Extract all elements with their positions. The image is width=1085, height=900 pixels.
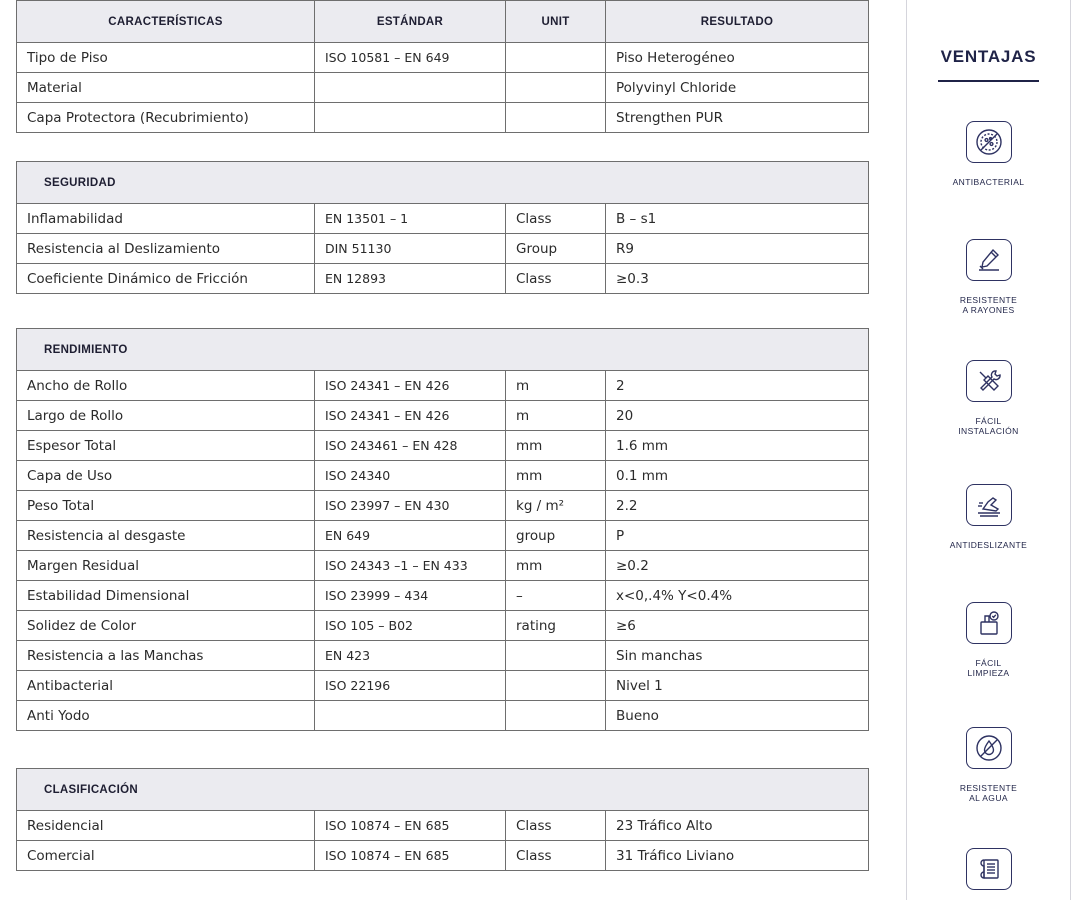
feature-antibacterial — [907, 121, 1070, 187]
cell-caracteristica: Resistencia a las Manchas — [17, 641, 315, 671]
roll-icon — [966, 848, 1012, 890]
cell-caracteristica: Capa Protectora (Recubrimiento) — [17, 103, 315, 133]
feature-roll — [907, 848, 1070, 890]
table-row — [17, 431, 869, 461]
cell-unit: Group — [506, 234, 606, 264]
cell-estandar — [315, 701, 506, 731]
anti-slip-icon — [966, 484, 1012, 526]
feature-label: FÁCIL INSTALACIÓN — [958, 416, 1019, 436]
section-header-row — [17, 769, 869, 811]
cell-caracteristica: Antibacterial — [17, 671, 315, 701]
cell-estandar: ISO 10874 – EN 685 — [315, 841, 506, 871]
cell-estandar: EN 423 — [315, 641, 506, 671]
cell-resultado: 0.1 mm — [606, 461, 869, 491]
antibacterial-icon — [966, 121, 1012, 163]
cell-unit: Class — [506, 841, 606, 871]
column-header-estandar: ESTÁNDAR — [315, 1, 506, 43]
cell-unit — [506, 103, 606, 133]
cell-resultado: R9 — [606, 234, 869, 264]
cell-resultado: ≥6 — [606, 611, 869, 641]
cell-resultado: Nivel 1 — [606, 671, 869, 701]
cell-estandar: ISO 105 – B02 — [315, 611, 506, 641]
table-row — [17, 521, 869, 551]
cell-estandar: DIN 51130 — [315, 234, 506, 264]
table-row — [17, 43, 869, 73]
ventajas-title: VENTAJAS — [940, 47, 1037, 66]
column-header-unit: UNIT — [506, 1, 606, 43]
table-row — [17, 671, 869, 701]
cell-unit: rating — [506, 611, 606, 641]
feature-anti-slip — [907, 484, 1070, 550]
cell-resultado: ≥0.2 — [606, 551, 869, 581]
table-row — [17, 204, 869, 234]
feature-water-resistant — [907, 727, 1070, 803]
cell-caracteristica: Residencial — [17, 811, 315, 841]
cell-estandar: EN 12893 — [315, 264, 506, 294]
cell-caracteristica: Solidez de Color — [17, 611, 315, 641]
cell-resultado: 1.6 mm — [606, 431, 869, 461]
cell-caracteristica: Tipo de Piso — [17, 43, 315, 73]
cell-caracteristica: Largo de Rollo — [17, 401, 315, 431]
cell-resultado: Bueno — [606, 701, 869, 731]
feature-label: RESISTENTE A RAYONES — [959, 295, 1018, 315]
cell-resultado: ≥0.3 — [606, 264, 869, 294]
table-row — [17, 371, 869, 401]
cell-caracteristica: Peso Total — [17, 491, 315, 521]
cell-resultado: Sin manchas — [606, 641, 869, 671]
feature-label: ANTIBACTERIAL — [952, 177, 1025, 187]
table-row — [17, 701, 869, 731]
feature-easy-installation — [907, 360, 1070, 436]
table-row — [17, 461, 869, 491]
cell-resultado: P — [606, 521, 869, 551]
cell-resultado: Piso Heterogéneo — [606, 43, 869, 73]
table-row — [17, 491, 869, 521]
cell-caracteristica: Espesor Total — [17, 431, 315, 461]
cell-resultado: Polyvinyl Chloride — [606, 73, 869, 103]
rendimiento-table — [16, 328, 869, 731]
table-row — [17, 641, 869, 671]
cell-caracteristica: Margen Residual — [17, 551, 315, 581]
scratch-resistant-icon — [966, 239, 1012, 281]
cell-estandar: ISO 24341 – EN 426 — [315, 371, 506, 401]
cell-estandar: EN 649 — [315, 521, 506, 551]
cell-estandar: ISO 24343 –1 – EN 433 — [315, 551, 506, 581]
cell-resultado: 2 — [606, 371, 869, 401]
cell-estandar: ISO 10874 – EN 685 — [315, 811, 506, 841]
table-row — [17, 551, 869, 581]
cell-caracteristica: Resistencia al Deslizamiento — [17, 234, 315, 264]
cell-estandar — [315, 73, 506, 103]
easy-cleaning-icon — [966, 602, 1012, 644]
cell-unit: m — [506, 371, 606, 401]
cell-estandar: ISO 10581 – EN 649 — [315, 43, 506, 73]
column-header-resultado: RESULTADO — [606, 1, 869, 43]
cell-unit: group — [506, 521, 606, 551]
section-header-row — [17, 329, 869, 371]
cell-caracteristica: Material — [17, 73, 315, 103]
cell-unit: Class — [506, 204, 606, 234]
feature-label: FÁCIL LIMPIEZA — [967, 658, 1010, 678]
table-row — [17, 841, 869, 871]
section-title-seguridad: SEGURIDAD — [17, 162, 869, 204]
cell-unit: m — [506, 401, 606, 431]
table-row — [17, 611, 869, 641]
cell-estandar: ISO 22196 — [315, 671, 506, 701]
cell-resultado: Strengthen PUR — [606, 103, 869, 133]
cell-unit: mm — [506, 461, 606, 491]
tools-icon — [966, 360, 1012, 402]
seguridad-table — [16, 161, 869, 294]
cell-caracteristica: Resistencia al desgaste — [17, 521, 315, 551]
cell-unit: mm — [506, 431, 606, 461]
cell-estandar: ISO 24341 – EN 426 — [315, 401, 506, 431]
cell-resultado: x<0,.4% Y<0.4% — [606, 581, 869, 611]
cell-estandar — [315, 103, 506, 133]
clasificacion-table — [16, 768, 869, 871]
cell-estandar: ISO 23997 – EN 430 — [315, 491, 506, 521]
cell-unit: kg / m² — [506, 491, 606, 521]
section-title-clasificacion: CLASIFICACIÓN — [17, 769, 869, 811]
cell-estandar: ISO 24340 — [315, 461, 506, 491]
cell-unit — [506, 701, 606, 731]
table-row — [17, 103, 869, 133]
cell-unit — [506, 671, 606, 701]
cell-caracteristica: Inflamabilidad — [17, 204, 315, 234]
cell-estandar: ISO 243461 – EN 428 — [315, 431, 506, 461]
feature-easy-cleaning — [907, 602, 1070, 678]
title-underline — [938, 80, 1039, 82]
caracteristicas-table — [16, 0, 869, 133]
feature-scratch-resistant — [907, 239, 1070, 315]
feature-label: ANTIDESLIZANTE — [949, 540, 1028, 550]
cell-unit — [506, 641, 606, 671]
section-title-rendimiento: RENDIMIENTO — [17, 329, 869, 371]
cell-unit: mm — [506, 551, 606, 581]
ventajas-panel — [906, 0, 1071, 900]
cell-unit: Class — [506, 811, 606, 841]
table-row — [17, 264, 869, 294]
feature-label: RESISTENTE AL AGUA — [959, 783, 1018, 803]
column-header-caracteristicas: CARACTERÍSTICAS — [17, 1, 315, 43]
cell-unit: – — [506, 581, 606, 611]
cell-estandar: EN 13501 – 1 — [315, 204, 506, 234]
cell-caracteristica: Anti Yodo — [17, 701, 315, 731]
cell-resultado: 20 — [606, 401, 869, 431]
table-row — [17, 811, 869, 841]
table-header-row — [17, 1, 869, 43]
cell-resultado: B – s1 — [606, 204, 869, 234]
table-row — [17, 401, 869, 431]
cell-caracteristica: Capa de Uso — [17, 461, 315, 491]
cell-resultado: 2.2 — [606, 491, 869, 521]
cell-unit — [506, 73, 606, 103]
cell-caracteristica: Estabilidad Dimensional — [17, 581, 315, 611]
table-row — [17, 581, 869, 611]
cell-unit — [506, 43, 606, 73]
table-row — [17, 234, 869, 264]
cell-caracteristica: Comercial — [17, 841, 315, 871]
section-header-row — [17, 162, 869, 204]
cell-caracteristica: Coeficiente Dinámico de Fricción — [17, 264, 315, 294]
cell-caracteristica: Ancho de Rollo — [17, 371, 315, 401]
cell-resultado: 31 Tráfico Liviano — [606, 841, 869, 871]
cell-estandar: ISO 23999 – 434 — [315, 581, 506, 611]
water-resistant-icon — [966, 727, 1012, 769]
table-row — [17, 73, 869, 103]
cell-resultado: 23 Tráfico Alto — [606, 811, 869, 841]
cell-unit: Class — [506, 264, 606, 294]
